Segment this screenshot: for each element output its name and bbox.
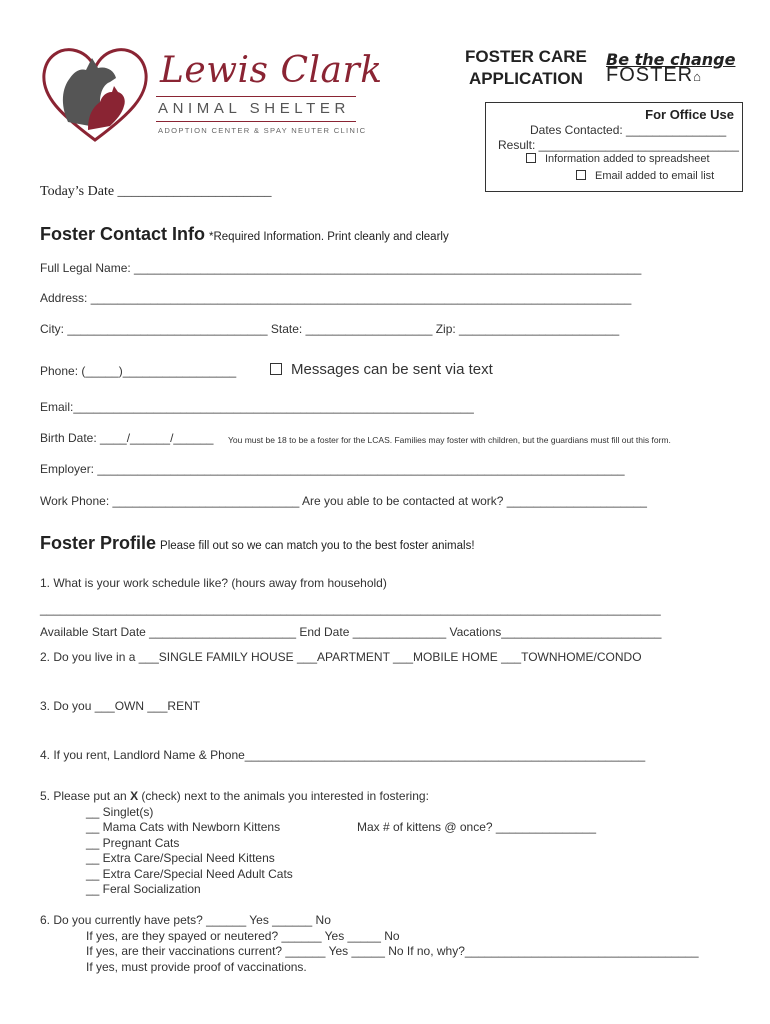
- foster-brand-text: FOSTER: [606, 64, 694, 86]
- question-6[interactable]: 6. Do you currently have pets? ______ Yes ______ No: [40, 913, 331, 927]
- contact-info-heading: [40, 224, 449, 245]
- option-pregnant-cats[interactable]: __ Pregnant Cats: [86, 835, 180, 850]
- question-4-landlord[interactable]: 4. If you rent, Landlord Name & Phone____________________________________________________________: [40, 748, 646, 762]
- shelter-logo: [40, 44, 383, 144]
- question-6-proof: If yes, must provide proof of vaccinations.: [86, 960, 307, 974]
- full-legal-name-field[interactable]: Full Legal Name: ____________________________________________________________________________: [40, 261, 642, 275]
- availability-field[interactable]: Available Start Date ______________________ End Date ______________ Vacations________________________: [40, 625, 662, 639]
- office-check-email: [576, 170, 714, 182]
- max-kittens-field[interactable]: Max # of kittens @ once? _______________: [357, 820, 597, 834]
- foster-profile-note: Please fill out so we can match you to the best foster animals!: [160, 540, 475, 552]
- result-field[interactable]: Result: ______________________________: [498, 138, 739, 152]
- logo-tagline: ADOPTION CENTER & SPAY NEUTER CLINIC: [158, 126, 367, 135]
- logo-rule-top: [156, 96, 356, 97]
- office-use-title: For Office Use: [645, 107, 734, 122]
- address-field[interactable]: Address: _________________________________________________________________________________: [40, 291, 632, 305]
- email-list-label: Email added to email list: [595, 170, 715, 182]
- heart-pet-icon: [40, 44, 150, 144]
- employer-field[interactable]: Employer: _______________________________________________________________________________: [40, 462, 625, 476]
- contact-info-title: Foster Contact Info: [40, 224, 205, 244]
- text-messages-label: Messages can be sent via text: [291, 361, 493, 378]
- logo-subtitle: ANIMAL SHELTER: [158, 100, 350, 117]
- birth-date-field[interactable]: Birth Date: ____/______/______: [40, 431, 214, 445]
- question-6-spayed[interactable]: If yes, are they spayed or neutered? ______ Yes _____ No: [86, 929, 400, 943]
- option-mama-cats[interactable]: __ Mama Cats with Newborn Kittens: [86, 820, 281, 835]
- text-messages-option: [270, 361, 493, 378]
- work-schedule-field[interactable]: _____________________________________________________________________________________________: [40, 602, 661, 616]
- spreadsheet-checkbox[interactable]: [526, 153, 536, 163]
- question-5-x: X: [130, 789, 139, 803]
- question-5-options: [86, 805, 293, 897]
- email-field[interactable]: Email:____________________________________________________________: [40, 400, 474, 414]
- phone-field[interactable]: Phone: (_____)_________________: [40, 364, 237, 378]
- option-feral[interactable]: __ Feral Socialization: [86, 882, 201, 897]
- question-3-own-rent[interactable]: 3. Do you ___OWN ___RENT: [40, 699, 201, 713]
- question-1: 1. What is your work schedule like? (hours away from household): [40, 576, 387, 590]
- foster-profile-heading: [40, 533, 475, 554]
- office-check-spreadsheet: [526, 153, 710, 165]
- title-line-2: APPLICATION: [468, 69, 583, 88]
- question-5: [40, 789, 429, 803]
- office-use-box: [485, 102, 743, 192]
- slogan: Be the change: [606, 50, 736, 69]
- birth-date-note: You must be 18 to be a foster for the LCAS. Families may foster with children, but the guardians must fill out this form.: [228, 435, 671, 445]
- question-6-vaccinations[interactable]: If yes, are their vaccinations current? ______ Yes _____ No If no, why?___________________________________: [86, 944, 699, 958]
- work-phone-field[interactable]: Work Phone: ____________________________ Are you able to be contacted at work? _____________________: [40, 494, 647, 508]
- todays-date-field[interactable]: Today’s Date ______________________: [40, 184, 272, 199]
- application-title: [465, 46, 587, 90]
- spreadsheet-label: Information added to spreadsheet: [545, 153, 710, 165]
- dates-contacted-field[interactable]: Dates Contacted: _______________: [530, 123, 727, 137]
- logo-rule-bottom: [156, 121, 356, 122]
- option-special-adults[interactable]: __ Extra Care/Special Need Adult Cats: [86, 866, 293, 881]
- option-special-kittens[interactable]: __ Extra Care/Special Need Kittens: [86, 851, 275, 866]
- house-icon: ⌂: [693, 69, 702, 84]
- contact-info-note: *Required Information. Print cleanly and clearly: [209, 231, 449, 243]
- question-2-housing[interactable]: 2. Do you live in a ___SINGLE FAMILY HOUSE ___APARTMENT ___MOBILE HOME ___TOWNHOME/CONDO: [40, 650, 642, 664]
- foster-brand: [606, 64, 702, 87]
- foster-profile-title: Foster Profile: [40, 533, 157, 553]
- option-singlets[interactable]: __ Singlet(s): [86, 805, 154, 819]
- logo-name: Lewis Clark: [160, 50, 383, 91]
- title-line-1: FOSTER CARE: [465, 47, 587, 66]
- city-state-zip-field[interactable]: City: ______________________________ State: ___________________ Zip: ________________________: [40, 322, 620, 336]
- question-5-post: (check) next to the animals you interested in fostering:: [138, 789, 429, 803]
- text-messages-checkbox[interactable]: [270, 363, 282, 375]
- question-5-pre: 5. Please put an: [40, 789, 131, 803]
- email-list-checkbox[interactable]: [576, 170, 586, 180]
